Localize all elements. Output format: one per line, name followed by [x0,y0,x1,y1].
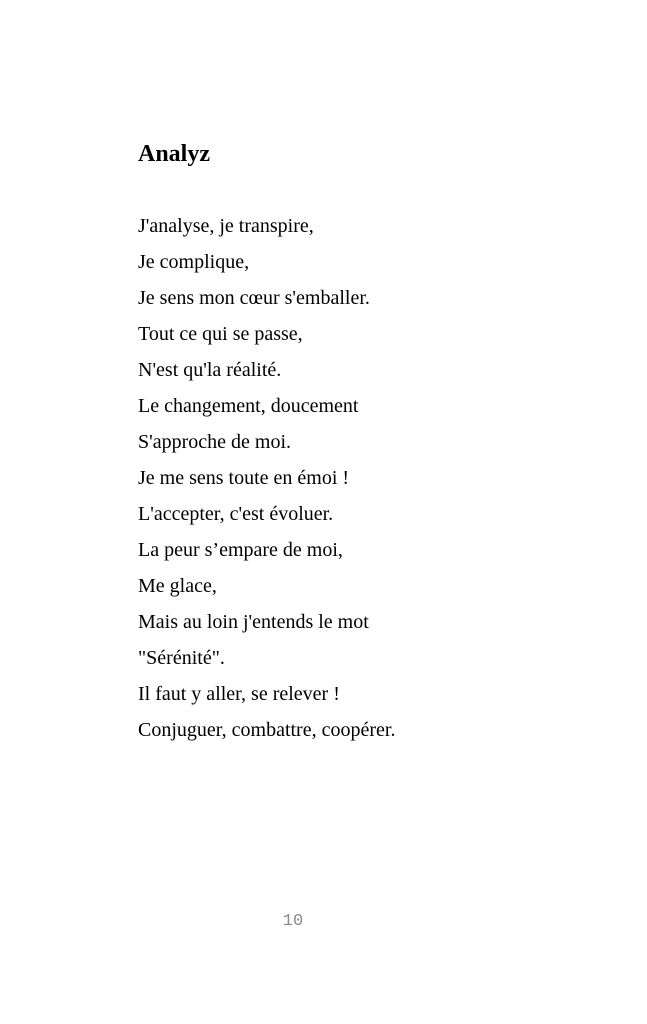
poem-body [138,208,395,748]
poem-line: Le changement, doucement [138,395,359,417]
poem-title: Analyz [138,141,210,167]
page-number: 10 [282,912,304,931]
poem-line: L'accepter, c'est évoluer. [138,503,334,525]
poem-line: Me glace, [138,575,217,597]
poem-line: Mais au loin j'entends le mot [138,611,369,633]
poem-line: La peur s’empare de moi, [138,539,343,561]
poem-line: Tout ce qui se passe, [138,323,303,345]
poem-line: "Sérénité". [138,647,225,669]
poem-line: N'est qu'la réalité. [138,359,282,381]
poem-line: Je complique, [138,251,250,273]
poem-line: Je sens mon cœur s'emballer. [138,287,370,309]
poem-line: J'analyse, je transpire, [138,215,314,237]
poem-line: Il faut y aller, se relever ! [138,683,340,705]
poem-line: Conjuguer, combattre, coopérer. [138,719,396,741]
poem-line: Je me sens toute en émoi ! [138,467,350,489]
poem-line: S'approche de moi. [138,431,292,453]
